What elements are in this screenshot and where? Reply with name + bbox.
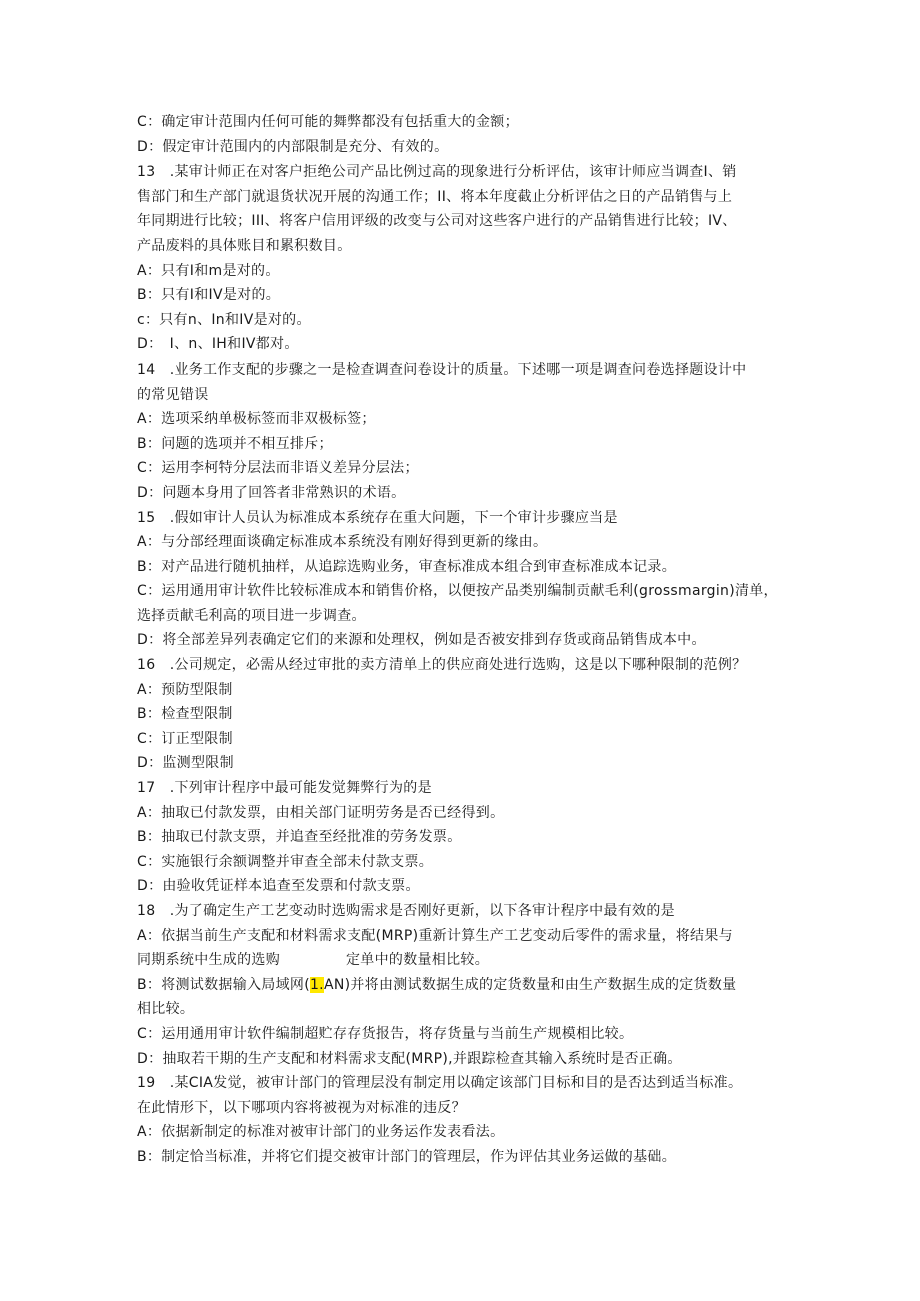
option-b: B：抽取已付款支票，并追查至经批准的劳务发票。 <box>137 829 462 846</box>
option-c: C：实施银行余额调整并审查全部未付款支票。 <box>137 853 434 870</box>
text-fragment: AN)并将由测试数据生成的定货数量和由生产数据生成的定货数量 <box>323 976 737 993</box>
question-15: 15 .假如审计人员认为标准成本系统存在重大问题，下一个审计步骤应当是 <box>137 509 618 526</box>
option-a: A：依据当前生产支配和材料需求支配(MRP)重新计算生产工艺变动后零件的需求量，将结果与 <box>137 927 733 944</box>
text-line: 年同期进行比较；III、将客户信用评级的改变与公司对这些客户进行的产品销售进行比较；IV、 <box>137 213 737 230</box>
question-18: 18 .为了确定生产工艺变动时选购需求是否刚好更新，以下各审计程序中最有效的是 <box>137 903 675 919</box>
text-fragment: 定单中的数量相比较。 <box>346 952 489 969</box>
option-c: C：运用李柯特分层法而非语义差异分层法； <box>137 460 419 477</box>
text-line: 产品废料的具体账目和累积数目。 <box>137 237 352 254</box>
question-16: 16 .公司规定，必需从经过审批的卖方清单上的供应商处进行选购，这是以下哪种限制的范例？ <box>137 657 747 674</box>
option-a: A：抽取已付款发票，由相关部门证明劳务是否已经得到。 <box>137 804 505 821</box>
text-line: 选择贡献毛利高的项目进一步调查。 <box>137 607 366 624</box>
text-line: D：假定审计范围内的内部限制是充分、有效的。 <box>137 138 449 155</box>
option-b: B：对产品进行随机抽样，从追踪选购业务，审查标准成本组合到审查标准成本记录。 <box>137 558 677 575</box>
option-a: A：选项采纳单极标签而非双极标签； <box>137 411 376 428</box>
option-d: D：监测型限制 <box>137 755 234 772</box>
question-17: 17 .下列审计程序中最可能发觉舞弊行为的是 <box>137 780 432 797</box>
option-d: D：将全部差异列表确定它们的来源和处理权，例如是否被安排到存货或商品销售成本中。 <box>137 632 706 649</box>
question-14: 14 .业务工作支配的步骤之一是检查调查问卷设计的质量。下述哪一项是调查问卷选择题设计中 <box>137 361 747 378</box>
text-line: 在此情形下，以下哪项内容将被视为对标准的违反？ <box>137 1099 466 1116</box>
option-c: c：只有n、In和IV是对的。 <box>137 311 311 328</box>
text-line: 的常见错误 <box>137 386 209 403</box>
option-a: A：与分部经理面谈确定标准成本系统没有刚好得到更新的缘由。 <box>137 534 548 551</box>
text-line <box>137 948 792 973</box>
option-d: D： I、n、IH和IV都对。 <box>137 336 299 353</box>
text-fragment: B：将测试数据输入局域网( <box>137 976 310 993</box>
option-c: C：运用通用审计软件比较标准成本和销售价格，以便按产品类别编制贡献毛利(grossmargin)清单， <box>137 583 778 600</box>
option-c: C：运用通用审计软件编制超贮存存货报告，将存货量与当前生产规模相比较。 <box>137 1025 634 1042</box>
option-a: A：依据新制定的标准对被审计部门的业务运作发表看法。 <box>137 1124 505 1141</box>
option-b <box>137 973 792 998</box>
text-line: C：确定审计范围内任何可能的舞弊都没有包括重大的金额； <box>137 114 519 130</box>
option-d: D：抽取若干期的生产支配和材料需求支配(MRP),并跟踪检查其输入系统时是否正确。 <box>137 1050 682 1067</box>
question-19: 19 .某CIA发觉，被审计部门的管理层没有制定用以确定该部门目标和目的是否达到适当标准。 <box>137 1075 743 1092</box>
option-b: B：问题的选项并不相互排斥； <box>137 435 333 452</box>
option-d: D：由验收凭证样本追查至发票和付款支票。 <box>137 878 420 895</box>
question-13: 13 .某审计师正在对客户拒绝公司产品比例过高的现象进行分析评估，该审计师应当调查I、销 <box>137 164 737 181</box>
highlighted-text: 1. <box>309 976 324 993</box>
option-a: A：预防型限制 <box>137 681 233 698</box>
option-c: C：订正型限制 <box>137 730 233 747</box>
text-line: 相比较。 <box>137 1001 195 1018</box>
option-d: D：问题本身用了回答者非常熟识的术语。 <box>137 484 406 501</box>
option-b: B：只有I和IV是对的。 <box>137 287 281 304</box>
text-line: 售部门和生产部门就退货状况开展的沟通工作；II、将本年度截止分析评估之日的产品销售与上 <box>137 188 733 205</box>
option-a: A：只有I和m是对的。 <box>137 262 280 279</box>
option-b: B：检查型限制 <box>137 706 233 723</box>
document-body <box>137 110 792 1170</box>
option-b: B：制定恰当标准，并将它们提交被审计部门的管理层，作为评估其业务运做的基础。 <box>137 1148 677 1165</box>
text-fragment: 同期系统中生成的选购 <box>137 952 280 969</box>
